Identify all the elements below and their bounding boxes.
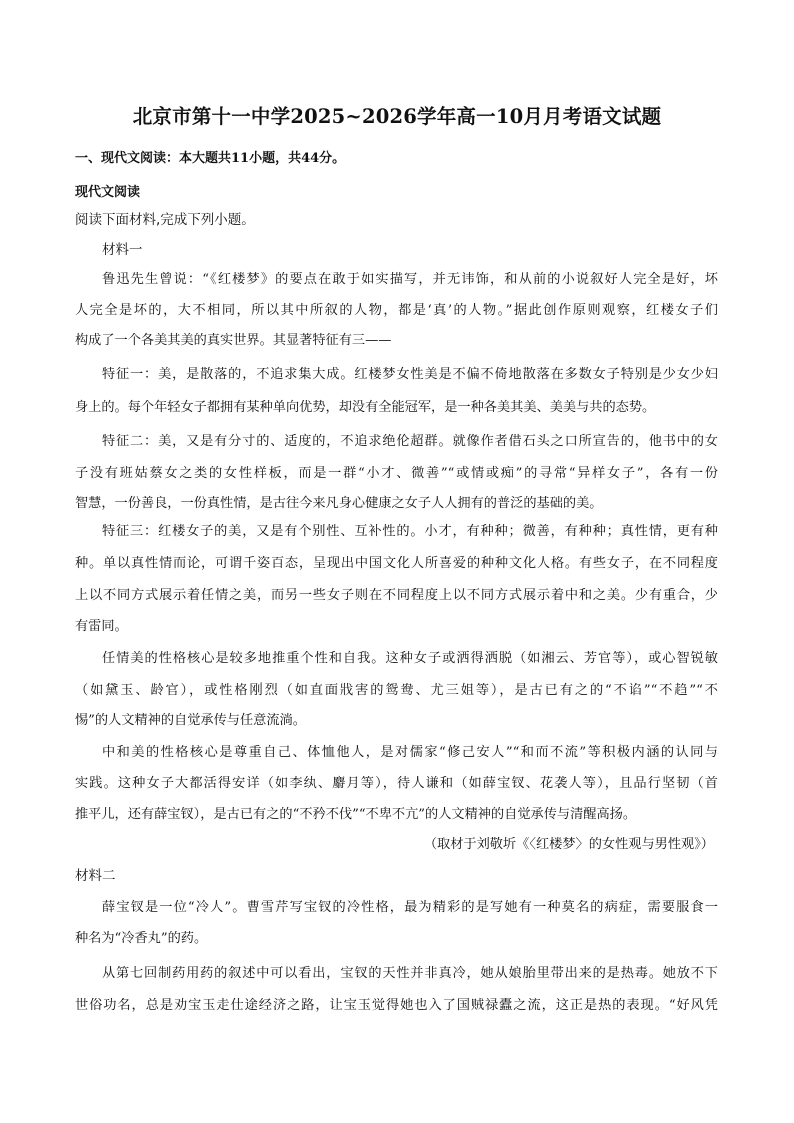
source-citation: （取材于刘敬圻《〈红楼梦〉的女性观与男性观》） [423, 837, 714, 852]
subheading: 现代文阅读 [75, 185, 141, 200]
paragraph-line: 种名为“冷香丸”的药。 [75, 931, 208, 946]
paragraph-line: 种。单以真性情而论，可谓千姿百态，呈现出中国文化人所喜爱的种种文化人格。有些女子，在不同程度 [75, 556, 718, 571]
paragraph-line: 特征三：红楼女子的美，又是有个别性、互补性的。小才，有种种；微善，有种种；真性情，更有种 [102, 524, 718, 539]
section-heading: 一、现代文阅读：本大题共11小题，共44分。 [75, 151, 346, 166]
paragraph-line: 特征二：美，又是有分寸的、适度的，不追求绝伦超群。就像作者借石头之口所宣告的，他书中的女 [102, 434, 718, 449]
paragraph-line: 任情美的性格核心是较多地推重个性和自我。这种女子或洒得洒脱（如湘云、芳官等），或心智锐敏 [102, 651, 718, 666]
paragraph-line: 薛宝钗是一位“冷人”。曹雪芹写宝钗的冷性格，最为精彩的是写她有一种莫名的病症，需要服食一 [102, 900, 718, 915]
instruction: 阅读下面材料,完成下列小题。 [75, 212, 255, 228]
paragraph-line: 身上的。每个年轻女子都拥有某种单向优势，却没有全能冠军，是一种各美其美、美美与共的态势。 [75, 400, 656, 415]
paragraph-line: 子没有班姑蔡女之类的女性样板，而是一群“小才、微善”“或情或痴”的寻常“异样女子”，各有一份 [75, 466, 718, 481]
paragraph-line: 鲁迅先生曾说：“《红楼梦》的要点在敢于如实描写，并无讳饰，和从前的小说叙好人完全是好，坏 [102, 272, 718, 287]
paragraph-line: 智慧，一份善良，一份真性情，是古往今来凡身心健康之女子人人拥有的普泛的基础的美。 [75, 496, 603, 511]
material2-label: 材料二 [75, 868, 116, 884]
paragraph-line: 推平儿，还有薛宝钗），是古已有之的“不矜不伐”“不卑不亢”的人文精神的自觉承传与清醒高扬。 [75, 807, 637, 822]
paragraph-line: 有雷同。 [75, 619, 128, 634]
page-title: 北京市第十一中学2025~2026学年高一10月月考语文试题 [132, 105, 662, 128]
paragraph-line: （如黛玉、龄官），或性格刚烈（如直面戕害的鸳鸯、尤三姐等），是古已有之的“不谄”“不趋”“不 [75, 683, 718, 698]
paragraph-line: 世俗功名，总是劝宝玉走仕途经济之路，让宝玉觉得她也入了国贼禄蠹之流，这正是热的表现。“好风凭 [75, 998, 718, 1013]
paragraph-line: 从第七回制药用药的叙述中可以看出，宝钗的天性并非真冷，她从娘胎里带出来的是热毒。她放不下 [102, 966, 718, 981]
paragraph-line: 特征一：美，是散落的，不追求集大成。红楼梦女性美是不偏不倚地散落在多数女子特别是少女少妇 [102, 367, 718, 382]
paragraph-line: 实践。这种女子大都活得安详（如李纨、麝月等），待人谦和（如薛宝钗、花袭人等），且品行坚韧（首 [75, 776, 718, 791]
paragraph-line: 人完全是坏的，大不相同，所以其中所叙的人物，都是‘真’的人物。”据此创作原则观察，红楼女子们 [75, 303, 718, 318]
paragraph-line: 中和美的性格核心是尊重自己、体恤他人，是对儒家“修己安人”“和而不流”等积极内涵的认同与 [102, 745, 718, 760]
material1-label: 材料一 [102, 242, 143, 258]
paragraph-line: 惕”的人文精神的自觉承传与任意流淌。 [75, 713, 306, 728]
paragraph-line: 构成了一个各美其美的真实世界。其显著特征有三—— [75, 333, 392, 348]
paragraph-line: 上以不同方式展示着任情之美，而另一些女子则在不同程度上以不同方式展示着中和之美。少有重合，少 [75, 588, 718, 603]
